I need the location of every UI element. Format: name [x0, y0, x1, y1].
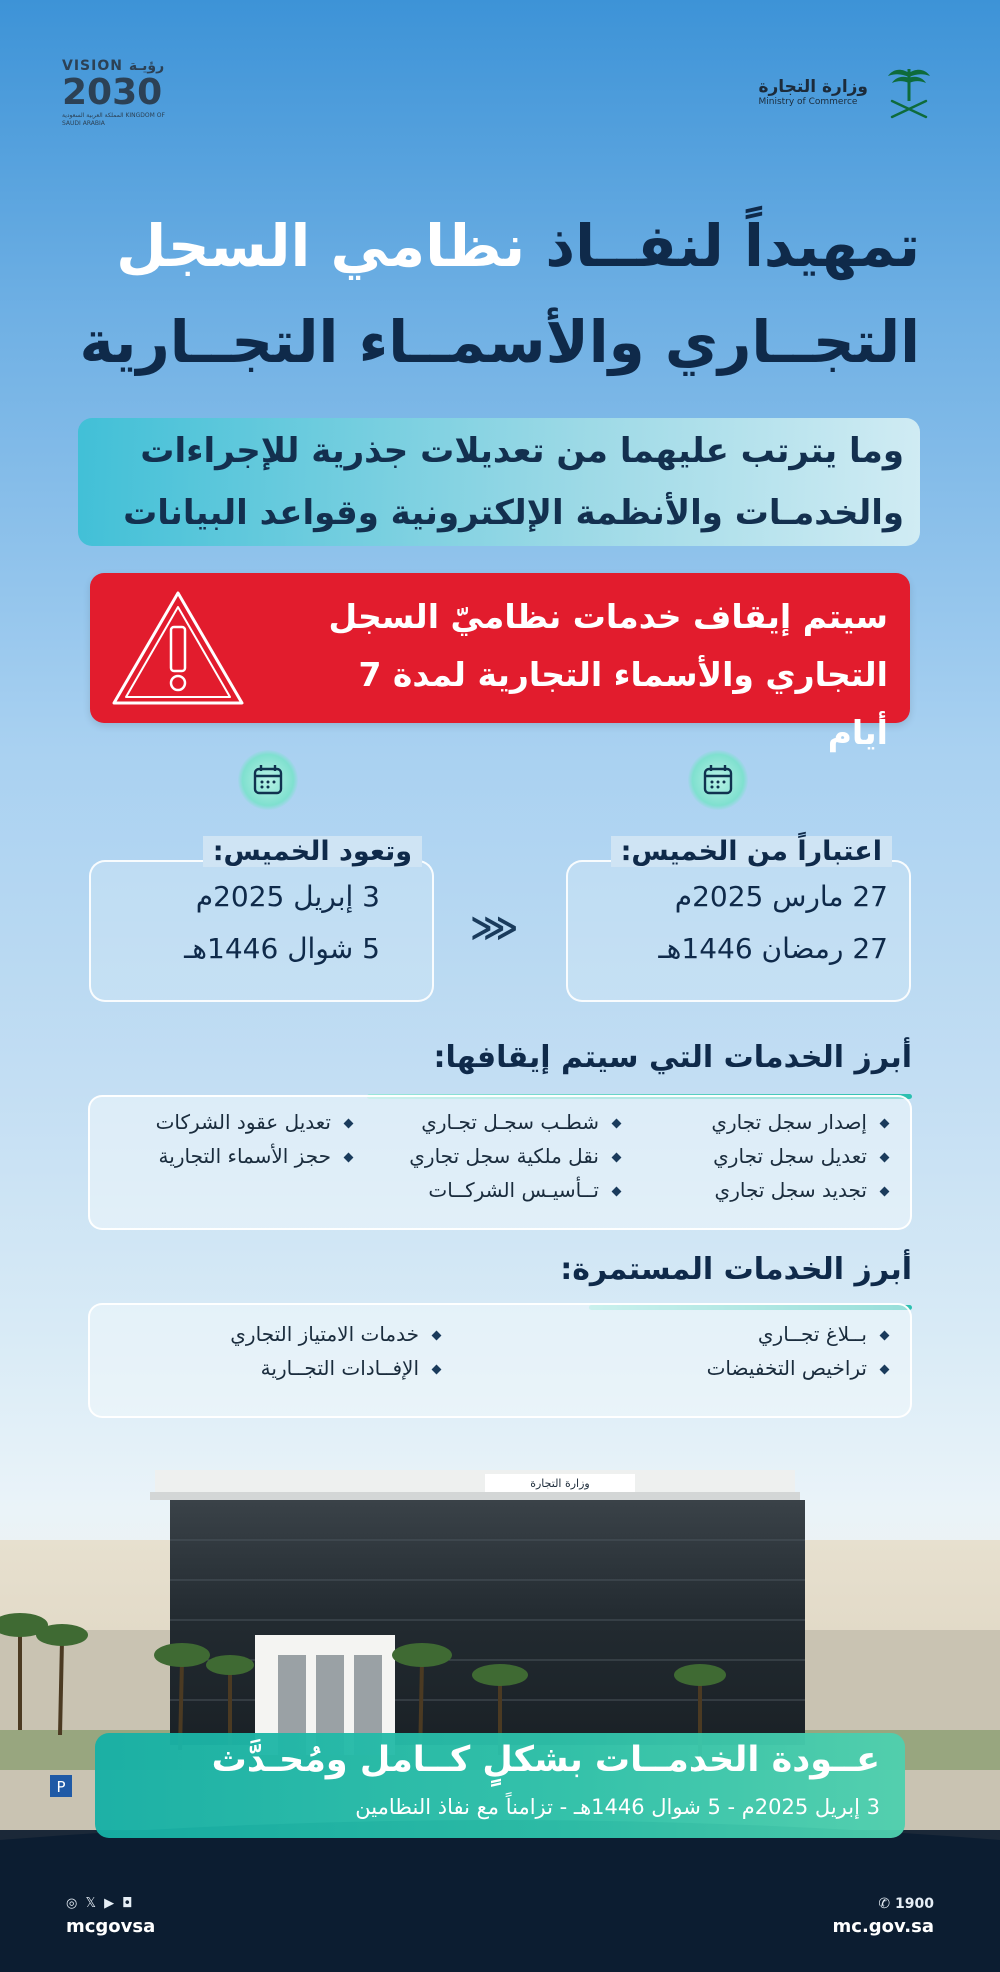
list-item: تراخيص التخفيضات: [706, 1356, 867, 1380]
calendar-icon: [688, 750, 748, 810]
vision-2030-logo: [62, 58, 182, 136]
date-to-gregorian: 3 إبريل 2025م: [195, 880, 380, 913]
vision-year: 2030: [62, 72, 163, 113]
ministry-logo: [758, 60, 938, 124]
alert-line-2: التجاري والأسماء التجارية لمدة 7 أيام: [358, 655, 888, 752]
website-link[interactable]: mc.gov.sa: [832, 1916, 934, 1937]
social-media-icons[interactable]: ◎ 𝕏 ▶ ◘: [66, 1896, 135, 1911]
calendar-icon: [238, 750, 298, 810]
continuing-services-heading: أبرز الخدمات المستمرة:: [560, 1252, 912, 1287]
list-item: تــأسيـس الشركــات: [428, 1178, 599, 1202]
continuing-col-2: [200, 1322, 440, 1390]
list-item: شطـب سجـل تجـاري: [421, 1110, 599, 1134]
ministry-name-en: Ministry of Commerce: [758, 97, 858, 107]
list-item: تعديل سجل تجاري: [713, 1144, 867, 1168]
alert-line-1: سيتم إيقاف خدمات نظاميّ السجل: [328, 597, 888, 636]
date-to-label: وتعود الخميس:: [203, 836, 422, 867]
vision-label: VISION رؤيـة: [62, 58, 165, 74]
svg-text:P: P: [56, 1778, 66, 1796]
palm-swords-emblem-icon: [880, 61, 938, 123]
warning-triangle-icon: [108, 585, 248, 711]
date-to-hijri: 5 شوال 1446هـ: [184, 932, 380, 965]
continuing-col-1: [648, 1322, 888, 1390]
list-item: الإفــادات التجــارية: [260, 1356, 419, 1380]
list-item: بــلاغ تجــاري: [757, 1322, 867, 1346]
social-handle[interactable]: mcgovsa: [66, 1916, 156, 1937]
date-from-gregorian: 27 مارس 2025م: [674, 880, 888, 913]
title-line-2: التجــاري والأسمــاء التجــارية: [79, 308, 920, 376]
stopped-col-1: [648, 1110, 888, 1212]
alert-text: [308, 588, 888, 762]
return-banner-title: عــودة الخدمــات بشكلٍ كــامل ومُحـدَّث: [211, 1740, 880, 1780]
stopped-services-heading: أبرز الخدمات التي سيتم إيقافها:: [433, 1040, 912, 1075]
building-sign: وزارة التجارة: [530, 1477, 590, 1490]
list-item: نقل ملكية سجل تجاري: [409, 1144, 599, 1168]
subtitle-line-1: وما يترتب عليهما من تعديلات جذرية للإجراءات: [140, 431, 904, 471]
return-banner-subtitle: 3 إبريل 2025م - 5 شوال 1446هـ - تزامناً مع نفاذ النظامين: [355, 1795, 880, 1819]
list-item: خدمات الامتياز التجاري: [230, 1322, 419, 1346]
date-from-hijri: 27 رمضان 1446هـ: [658, 932, 888, 965]
subtitle: [74, 420, 904, 544]
vision-country: المملكة العربية السعودية KINGDOM OF SAUDI ARABIA: [62, 112, 165, 127]
stopped-col-3: [112, 1110, 352, 1178]
list-item: تجديد سجل تجاري: [714, 1178, 867, 1202]
title-part-light: نظامي السجل: [116, 212, 526, 280]
calendar-icon-from: [688, 750, 748, 810]
calendar-icon-to: [238, 750, 298, 810]
main-title: [60, 198, 920, 390]
subtitle-line-2: والخدمـات والأنظمة الإلكترونية وقواعد البيانات: [123, 493, 904, 533]
arrow-left-icon: ⋘: [470, 908, 519, 948]
list-item: حجز الأسماء التجارية: [158, 1144, 331, 1168]
date-from-label: اعتباراً من الخميس:: [611, 836, 892, 867]
title-part-dark: تمهيداً لنفــاذ: [545, 212, 920, 280]
phone-number[interactable]: ✆ 1900: [878, 1896, 934, 1912]
list-item: تعديل عقود الشركات: [155, 1110, 331, 1134]
title-line-1: [60, 198, 920, 294]
list-item: إصدار سجل تجاري: [711, 1110, 867, 1134]
stopped-col-2: [380, 1110, 620, 1212]
ministry-name-ar: وزارة التجارة: [758, 77, 868, 97]
